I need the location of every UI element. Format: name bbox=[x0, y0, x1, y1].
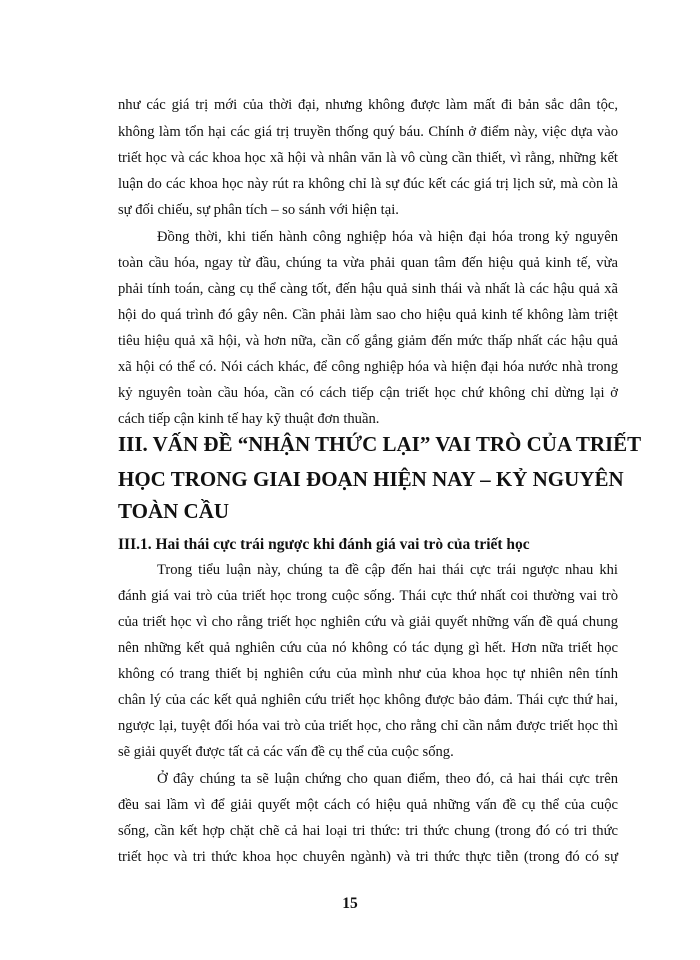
paragraph-line: Đồng thời, khi tiến hành công nghiệp hóa và hiện đại hóa trong kỷ nguyên bbox=[157, 229, 618, 245]
paragraph-line: đánh giá vai trò của triết học trong cuộc sống. Thái cực thứ nhất coi thường vai trò bbox=[118, 588, 618, 604]
paragraph-line: Ở đây chúng ta sẽ luận chứng cho quan điểm, theo đó, cả hai thái cực trên bbox=[157, 771, 618, 787]
paragraph-line: luận do các khoa học này rút ra không chỉ là sự đúc kết các giá trị lịch sử, mà còn là bbox=[118, 176, 618, 192]
paragraph-line: triết học và các khoa học xã hội và nhân văn là vô cùng cần thiết, vì rằng, những kết bbox=[118, 150, 618, 166]
paragraph-line: ngược lại, tuyệt đối hóa vai trò của triết học, cho rằng chỉ cần nắm được triết học thì bbox=[118, 718, 618, 734]
paragraph-line: triết học và tri thức khoa học chuyên ngành) và tri thức thực tiễn (trong đó có sự bbox=[118, 849, 618, 865]
paragraph-line: kỷ nguyên toàn cầu hóa, cần có cách tiếp cận triết học chứ không chỉ dừng lại ở bbox=[118, 385, 618, 401]
paragraph-line: sự đối chiếu, sự phân tích – so sánh với hiện tại. bbox=[118, 202, 399, 218]
paragraph-line: của triết học vì cho rằng triết học nghiên cứu và giải quyết những vấn đề quá chung bbox=[118, 614, 618, 630]
paragraph-line: không có trang thiết bị nghiên cứu của mình như của khoa học tự nhiên nên tính bbox=[118, 666, 618, 682]
paragraph-line: Trong tiểu luận này, chúng ta đề cập đến hai thái cực trái ngược nhau khi bbox=[157, 562, 618, 578]
paragraph-line: đều sai lầm vì để giải quyết một cách có hiệu quả những vấn đề cụ thể của cuộc bbox=[118, 797, 618, 813]
paragraph-line: không làm tổn hại các giá trị truyền thống quý báu. Chính ở điểm này, việc dựa vào bbox=[118, 124, 618, 140]
paragraph-line: xã hội có thể có. Nói cách khác, để công nghiệp hóa và hiện đại hóa nước nhà trong bbox=[118, 359, 618, 375]
section-heading: TOÀN CẦU bbox=[118, 499, 230, 523]
paragraph-line: sống, cần kết hợp chặt chẽ cả hai loại tri thức: tri thức chung (trong đó có tri thức bbox=[118, 823, 618, 839]
paragraph-line: hội do quá trình đó gây nên. Cần phải làm sao cho hiệu quả kinh tế không làm triệt bbox=[118, 307, 618, 323]
paragraph-line: toàn cầu hóa, ngay từ đầu, chúng ta vừa phải quan tâm đến hiệu quả kinh tế, vừa bbox=[118, 255, 618, 271]
paragraph-line: cách tiếp cận kinh tế hay kỹ thuật đơn thuần. bbox=[118, 411, 380, 427]
paragraph-line: chân lý của các kết quả nghiên cứu triết học không được bảo đảm. Thái cực thứ hai, bbox=[118, 692, 618, 708]
paragraph-line: phải tính toán, càng cụ thể càng tốt, đến hậu quả sinh thái và nhất là các hậu quả xã bbox=[118, 281, 618, 297]
page-number: 15 bbox=[342, 895, 358, 912]
paragraph-line: sẽ giải quyết được tất cả các vấn đề cụ thể của cuộc sống. bbox=[118, 744, 454, 760]
paragraph-line: tiêu hiệu quả xã hội, và hơn nữa, cần cố gắng giảm đến mức thấp nhất các hậu quả bbox=[118, 333, 618, 349]
paragraph-line: như các giá trị mới của thời đại, nhưng không được làm mất đi bản sắc dân tộc, bbox=[118, 97, 618, 113]
section-heading: III. VẤN ĐỀ “NHẬN THỨC LẠI” VAI TRÒ CỦA TRIẾT bbox=[118, 432, 642, 456]
section-heading: HỌC TRONG GIAI ĐOẠN HIỆN NAY – KỶ NGUYÊN bbox=[118, 467, 624, 491]
subsection-heading: III.1. Hai thái cực trái ngược khi đánh giá vai trò của triết học bbox=[118, 536, 530, 553]
paragraph-line: nên những kết quả nghiên cứu của nó không có tác dụng gì hết. Hơn nữa triết học bbox=[118, 640, 618, 656]
